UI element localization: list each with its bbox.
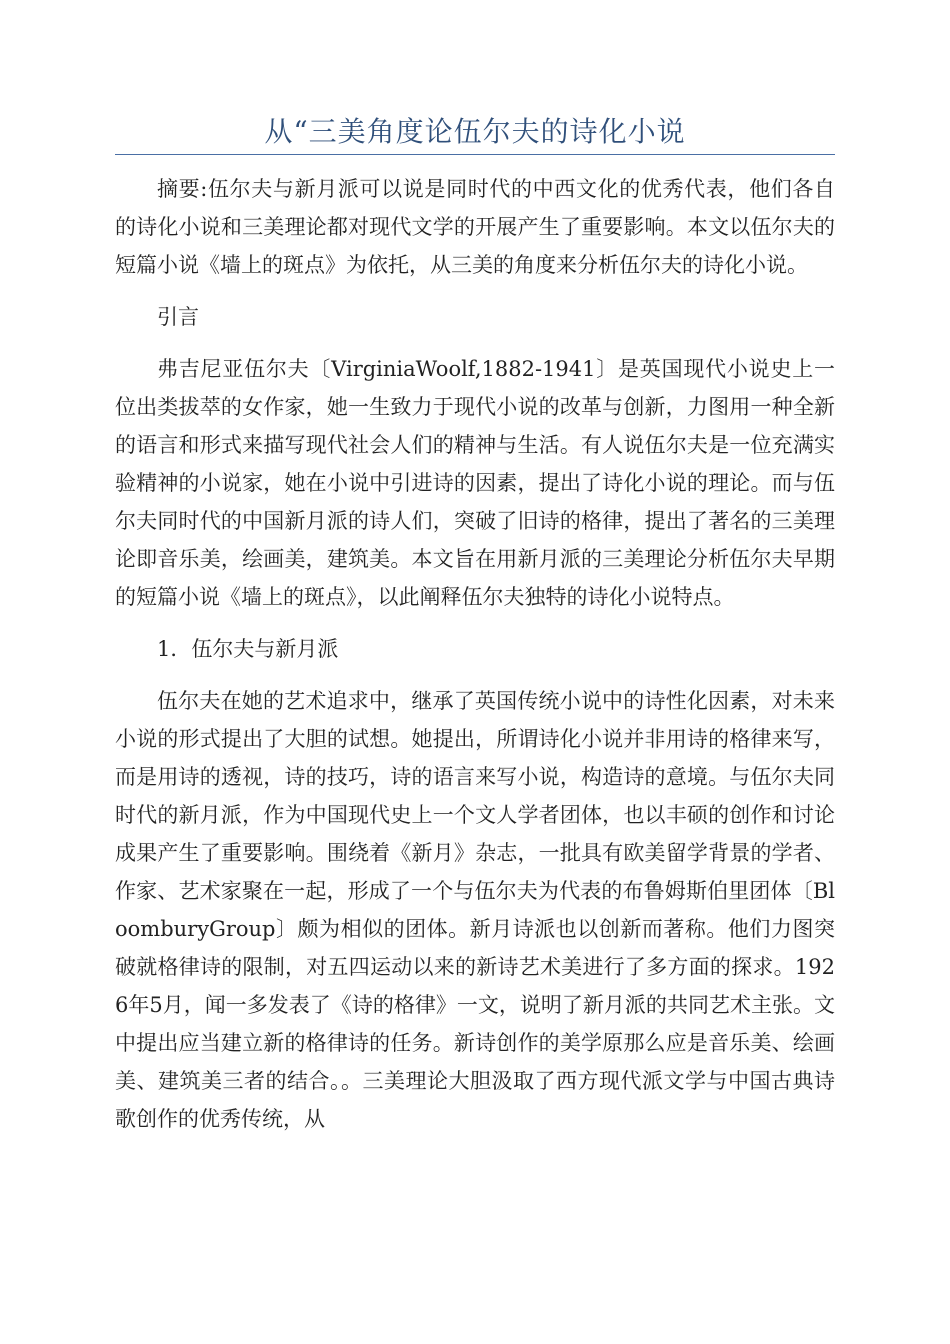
- section-1-paragraph: 伍尔夫在她的艺术追求中，继承了英国传统小说中的诗性化因素，对未来小说的形式提出了大胆的试想。她提出，所谓诗化小说并非用诗的格律来写，而是用诗的透视，诗的技巧，诗的语言来写小说，构造诗的意境。与伍尔夫同时代的新月派，作为中国现代史上一个文人学者团体，也以丰硕的创作和讨论成果产生了重要影响。围绕着《新月》杂志，一批具有欧美留学背景的学者、作家、艺术家聚在一起，形成了一个与伍尔夫为代表的布鲁姆斯伯里团体〔BloomburyGroup〕颇为相似的团体。新月诗派也以创新而著称。他们力图突破就格律诗的限制，对五四运动以来的新诗艺术美进行了多方面的探求。1926年5月，闻一多发表了《诗的格律》一文，说明了新月派的共同艺术主张。文中提出应当建立新的格律诗的任务。新诗创作的美学原那么应是音乐美、绘画美、建筑美三者的结合。。三美理论大胆汲取了西方现代派文学与中国古典诗歌创作的优秀传统，从: [115, 689, 835, 1131]
- document-body: [115, 170, 835, 1152]
- document-title: 从“三美角度论伍尔夫的诗化小说: [264, 115, 686, 148]
- abstract-paragraph: 摘要:伍尔夫与新月派可以说是同时代的中西文化的优秀代表，他们各自的诗化小说和三美理论都对现代文学的开展产生了重要影响。本文以伍尔夫的短篇小说《墙上的斑点》为依托，从三美的角度来分析伍尔夫的诗化小说。: [115, 177, 835, 277]
- introduction-paragraph: 弗吉尼亚伍尔夫〔VirginiaWoolf,1882-1941〕是英国现代小说史上一位出类拔萃的女作家，她一生致力于现代小说的改革与创新，力图用一种全新的语言和形式来描写现代社会人们的精神与生活。有人说伍尔夫是一位充满实验精神的小说家，她在小说中引进诗的因素，提出了诗化小说的理论。而与伍尔夫同时代的中国新月派的诗人们，突破了旧诗的格律，提出了著名的三美理论即音乐美，绘画美，建筑美。本文旨在用新月派的三美理论分析伍尔夫早期的短篇小说《墙上的斑点》，以此阐释伍尔夫独特的诗化小说特点。: [115, 357, 835, 609]
- title-underline: [115, 154, 835, 155]
- introduction-heading: 引言: [157, 305, 199, 329]
- section-1-heading: 1．伍尔夫与新月派: [157, 637, 339, 661]
